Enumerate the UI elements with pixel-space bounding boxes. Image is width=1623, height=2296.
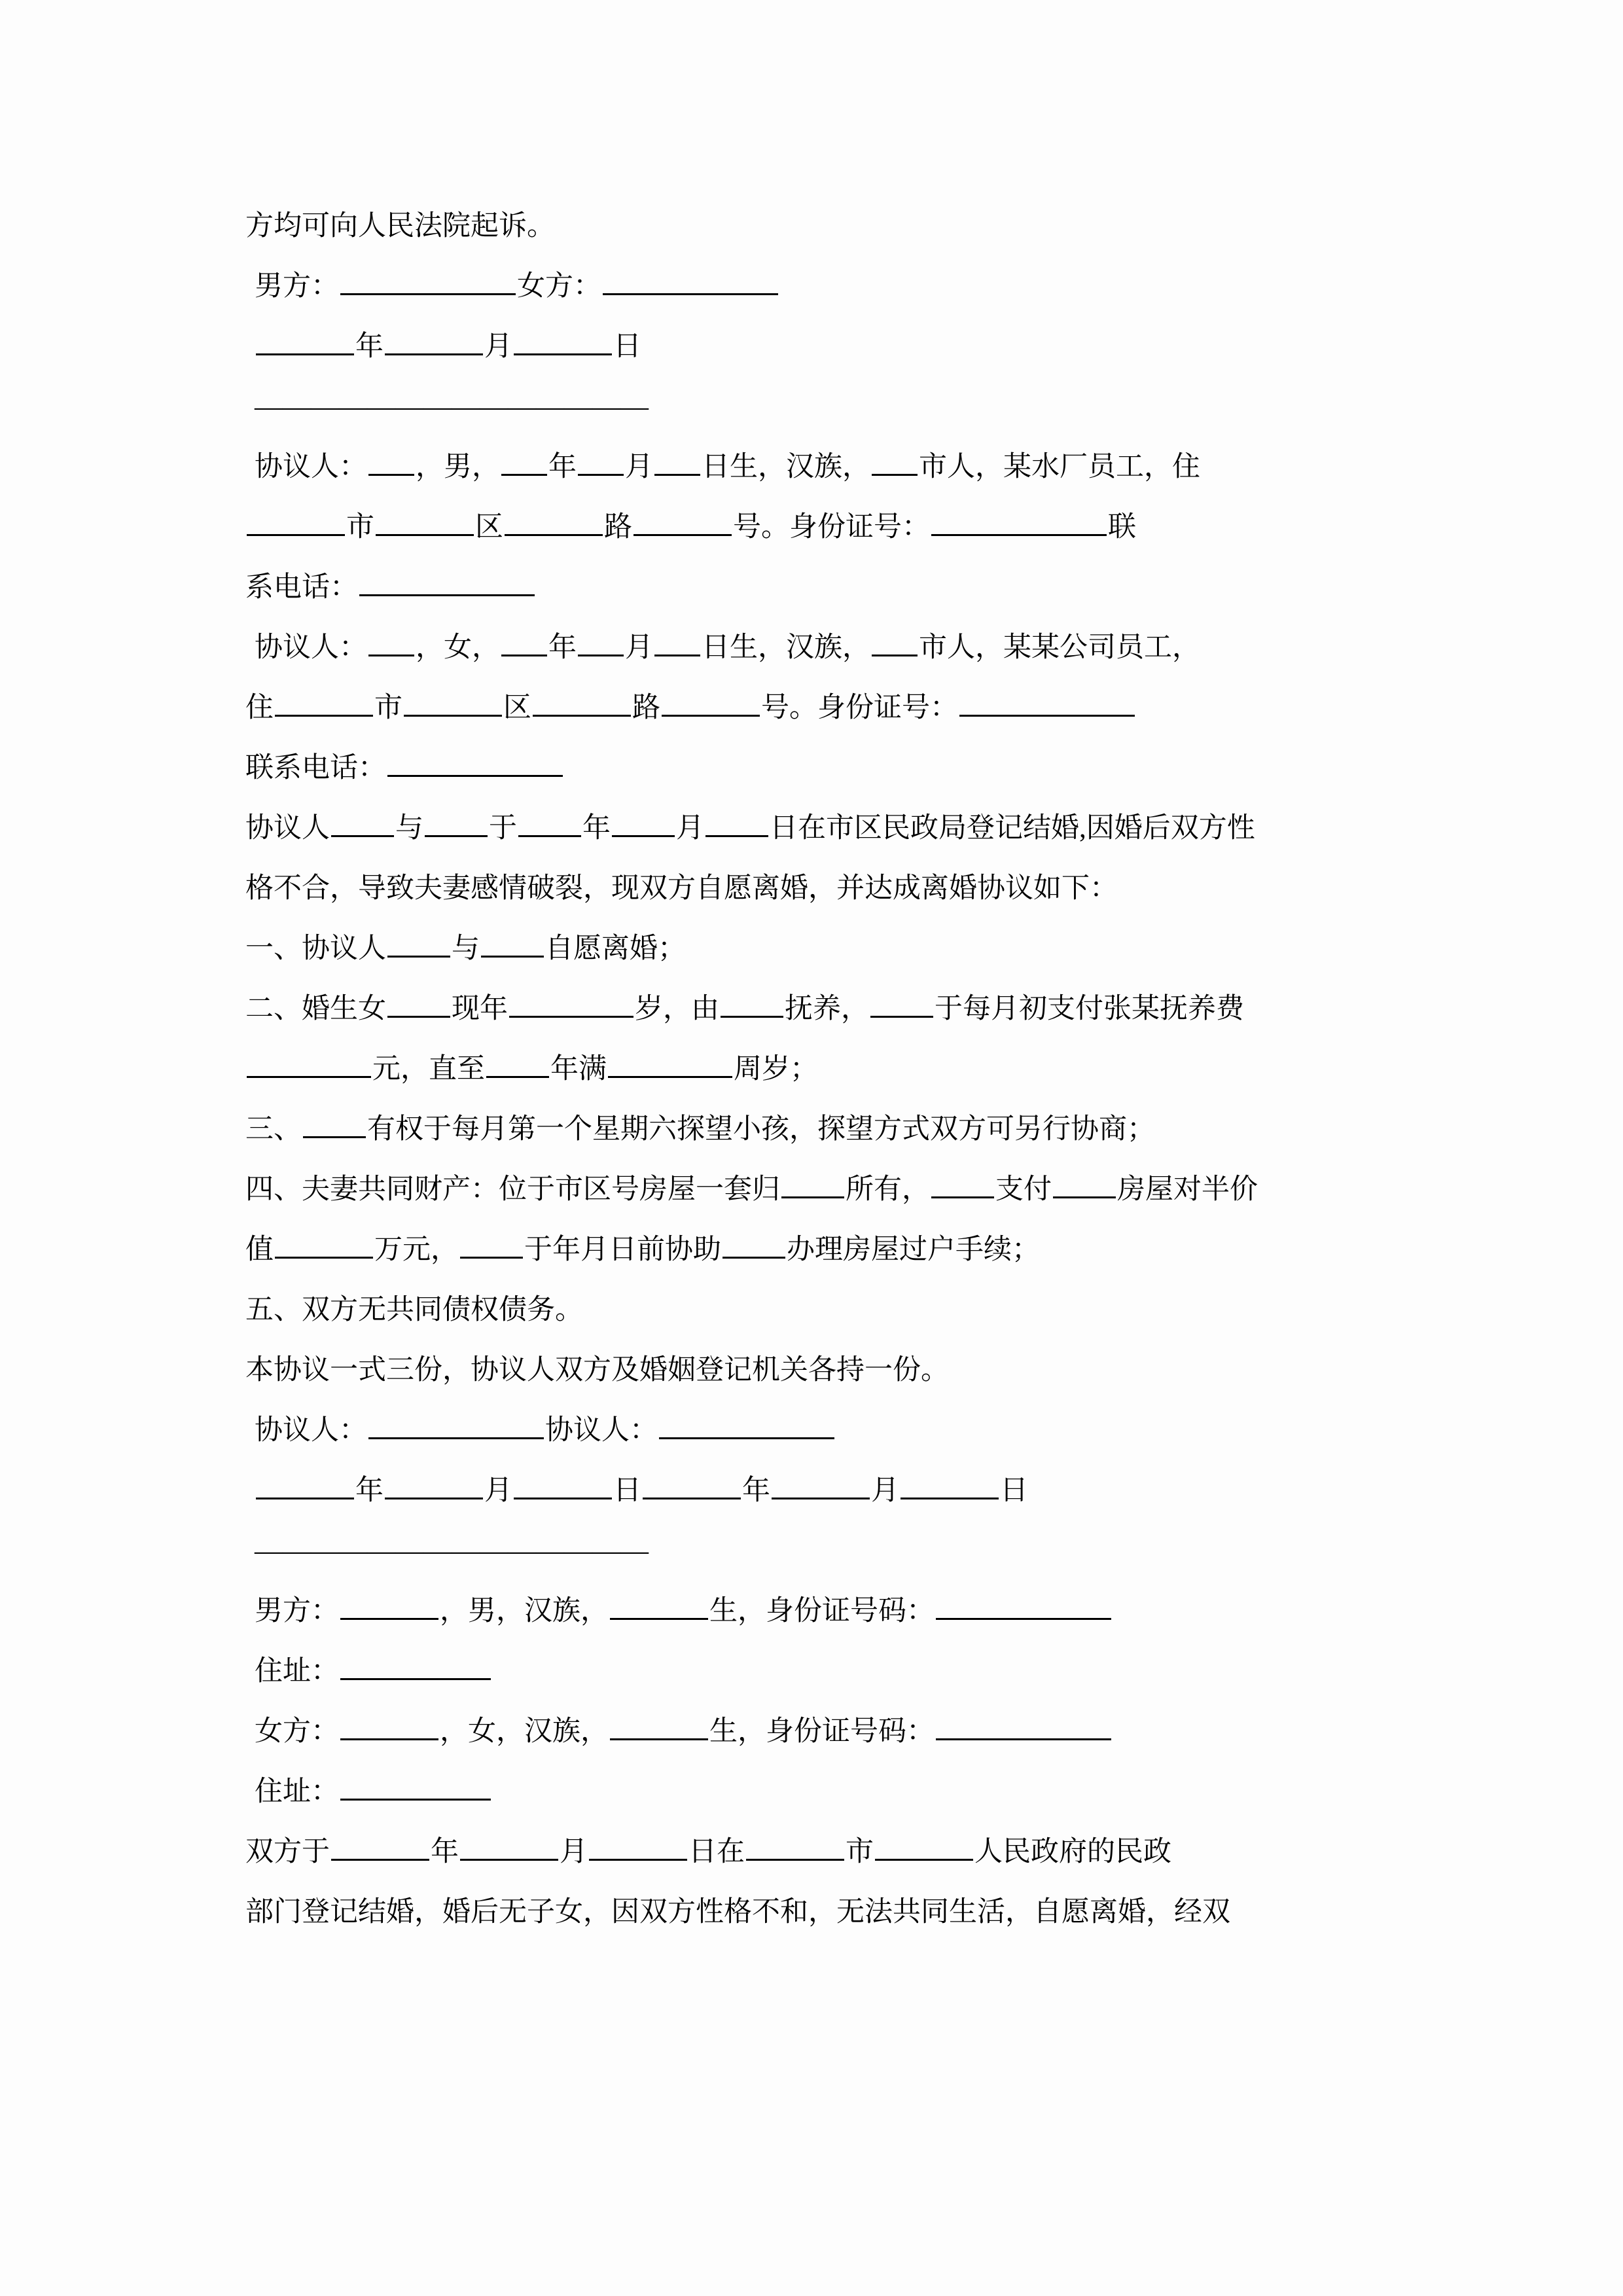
item4-payee-blank[interactable] bbox=[1053, 1166, 1116, 1198]
marriage-agreement-label: 协议人 bbox=[245, 813, 330, 844]
item2-age-blank[interactable] bbox=[509, 986, 633, 1018]
paragraph-male-info bbox=[245, 1581, 1381, 1641]
item4-end-label: 办理房屋过户手续； bbox=[787, 1234, 1040, 1265]
addr-road-label-b: 路 bbox=[632, 692, 660, 723]
marriage-year-blank[interactable] bbox=[518, 805, 581, 837]
item2-custody-blank[interactable] bbox=[721, 986, 783, 1018]
party-b-phone-blank[interactable] bbox=[387, 745, 563, 777]
marriage-year-label: 年 bbox=[582, 813, 611, 844]
party-b-year-label: 年 bbox=[548, 632, 577, 663]
female-birth-blank[interactable] bbox=[610, 1708, 708, 1740]
party-a-label: 协议人： bbox=[255, 452, 367, 482]
signer-label-a: 协议人： bbox=[255, 1415, 367, 1446]
marriage-month-blank[interactable] bbox=[612, 805, 675, 837]
party-b-addr-no-blank[interactable] bbox=[662, 685, 760, 717]
male-birth-blank[interactable] bbox=[610, 1588, 708, 1620]
party-a-born-text: 日生，汉族， bbox=[702, 452, 870, 482]
signer-a-blank[interactable] bbox=[368, 1407, 544, 1439]
signer-a-month-label: 月 bbox=[484, 1475, 512, 1506]
party-a-gender: ，男， bbox=[416, 452, 500, 482]
item3-prefix: 三、 bbox=[245, 1114, 302, 1145]
male-ethnicity-label: ，男，汉族， bbox=[440, 1596, 609, 1626]
item4-pay-label: 支付 bbox=[995, 1174, 1052, 1205]
clause-item-5 bbox=[245, 1280, 1381, 1340]
party-a-addr-road-blank[interactable] bbox=[505, 504, 603, 536]
both-gov-label: 人民政府的民政 bbox=[974, 1837, 1171, 1867]
item2-payer-blank[interactable] bbox=[870, 986, 933, 1018]
party-b-month-label: 月 bbox=[625, 632, 653, 663]
male-info-label: 男方： bbox=[255, 1596, 339, 1626]
male-id-blank[interactable] bbox=[936, 1588, 1111, 1620]
day-label: 日 bbox=[613, 331, 641, 362]
item5-text: 五、双方无共同债权债务。 bbox=[245, 1295, 583, 1325]
item2-prefix: 二、婚生女 bbox=[245, 994, 386, 1024]
addr-city-label: 市 bbox=[346, 512, 374, 543]
paragraph-male-address bbox=[245, 1641, 1381, 1702]
both-city-label: 市 bbox=[846, 1837, 874, 1867]
marriage-and-label: 与 bbox=[395, 813, 423, 844]
female-party-label: 女方： bbox=[517, 271, 601, 302]
item4-own-label: 所有， bbox=[846, 1174, 930, 1205]
both-day-blank[interactable] bbox=[589, 1829, 687, 1861]
party-a-addr-district-blank[interactable] bbox=[376, 504, 474, 536]
female-info-label: 女方： bbox=[255, 1716, 339, 1747]
item2-child-name-blank[interactable] bbox=[387, 986, 450, 1018]
party-b-city-blank[interactable] bbox=[872, 624, 918, 656]
signature-date-row bbox=[245, 317, 1381, 377]
party-a-addr-city-blank[interactable] bbox=[247, 504, 345, 536]
signer-label-b: 协议人： bbox=[545, 1415, 658, 1446]
party-a-birth-year-blank[interactable] bbox=[501, 444, 547, 476]
item1-and-label: 与 bbox=[452, 933, 480, 964]
both-year-blank[interactable] bbox=[331, 1829, 429, 1861]
item2-end-label: 周岁； bbox=[734, 1054, 818, 1085]
party-a-birth-day-blank[interactable] bbox=[654, 444, 700, 476]
paragraph-party-b-address bbox=[245, 678, 1381, 738]
both-city-blank[interactable] bbox=[746, 1829, 844, 1861]
item4-value-blank[interactable] bbox=[275, 1227, 373, 1259]
female-name-blank[interactable] bbox=[340, 1708, 438, 1740]
party-b-birth-year-blank[interactable] bbox=[501, 624, 547, 656]
female-id-label: 生，身份证号码： bbox=[709, 1716, 935, 1747]
paragraph-party-a-address bbox=[245, 497, 1381, 558]
party-b-id-blank[interactable] bbox=[959, 685, 1135, 717]
party-b-addr-district-blank[interactable] bbox=[404, 685, 502, 717]
party-a-birth-month-blank[interactable] bbox=[578, 444, 624, 476]
paragraph-party-b-phone bbox=[245, 738, 1381, 798]
item2-payment-text: 于每月初支付张某抚养费 bbox=[935, 994, 1244, 1024]
party-b-name-blank[interactable] bbox=[368, 624, 414, 656]
party-b-id-label: 号。身份证号： bbox=[761, 692, 958, 723]
party-b-born-text: 日生，汉族， bbox=[702, 632, 870, 663]
both-month-label: 月 bbox=[560, 1837, 588, 1867]
party-a-occupation: 市人，某水厂员工，住 bbox=[919, 452, 1200, 482]
female-ethnicity-label: ，女，汉族， bbox=[440, 1716, 609, 1747]
signer-b-day-blank[interactable] bbox=[901, 1467, 999, 1499]
marriage-breakdown-text: 格不合，导致夫妻感情破裂，现双方自愿离婚，并达成离婚协议如下： bbox=[245, 873, 1118, 904]
item1-party-b-blank[interactable] bbox=[481, 925, 544, 958]
copies-text: 本协议一式三份，协议人双方及婚姻登记机关各持一份。 bbox=[245, 1355, 949, 1386]
signer-a-year-label: 年 bbox=[355, 1475, 383, 1506]
party-b-birth-month-blank[interactable] bbox=[578, 624, 624, 656]
party-a-name-blank[interactable] bbox=[368, 444, 414, 476]
addr-road-label: 路 bbox=[604, 512, 632, 543]
clause-item-4 bbox=[245, 1160, 1381, 1220]
both-day-label: 日在 bbox=[688, 1837, 745, 1867]
paragraph-copies bbox=[245, 1340, 1381, 1401]
signer-a-day-label: 日 bbox=[613, 1475, 641, 1506]
signer-b-day-label: 日 bbox=[1000, 1475, 1028, 1506]
section-separator-1: —————————————— bbox=[255, 391, 649, 422]
clause-item-3 bbox=[245, 1100, 1381, 1160]
item4-owner-blank[interactable] bbox=[781, 1166, 844, 1198]
party-b-addr-road-blank[interactable] bbox=[533, 685, 631, 717]
signer-b-month-blank[interactable] bbox=[772, 1467, 870, 1499]
item4-value-label: 值 bbox=[245, 1234, 274, 1265]
marriage-party-a-blank[interactable] bbox=[331, 805, 394, 837]
clause-item-2-cont bbox=[245, 1039, 1381, 1100]
both-year-label: 年 bbox=[431, 1837, 459, 1867]
male-signature-blank[interactable] bbox=[340, 263, 516, 295]
final-text: 部门登记结婚，婚后无子女，因双方性格不和，无法共同生活，自愿离婚，经双 bbox=[245, 1897, 1230, 1928]
party-b-gender: ，女， bbox=[416, 632, 500, 663]
item4-prefix: 四、夫妻共同财产：位于市区号房屋一套归 bbox=[245, 1174, 780, 1205]
paragraph-marriage-breakdown bbox=[245, 859, 1381, 919]
addr-no-label: 号。身份证号： bbox=[733, 512, 930, 543]
item4-assist-label: 于年月日前协助 bbox=[524, 1234, 721, 1265]
signature-dates-row bbox=[245, 1461, 1381, 1521]
phone-tail-label: 联 bbox=[1108, 512, 1136, 543]
both-prefix-label: 双方于 bbox=[245, 1837, 330, 1867]
year-blank[interactable] bbox=[256, 323, 354, 355]
item2-years-label: 岁，由 bbox=[635, 994, 719, 1024]
paragraph-final bbox=[245, 1882, 1381, 1943]
clause-item-4-cont bbox=[245, 1220, 1381, 1280]
paragraph-party-a bbox=[245, 437, 1381, 497]
clause-item-1 bbox=[245, 919, 1381, 979]
item2-amount-blank[interactable] bbox=[247, 1046, 371, 1078]
male-address-blank[interactable] bbox=[340, 1648, 491, 1680]
party-b-addr-city-blank[interactable] bbox=[275, 685, 373, 717]
item2-until-blank[interactable] bbox=[486, 1046, 549, 1078]
item4-payer-blank[interactable] bbox=[931, 1166, 994, 1198]
marriage-month-label: 月 bbox=[676, 813, 704, 844]
party-a-city-blank[interactable] bbox=[872, 444, 918, 476]
item4-transferee-blank[interactable] bbox=[722, 1227, 785, 1259]
item2-until-age-blank[interactable] bbox=[608, 1046, 732, 1078]
clause-item-2 bbox=[245, 979, 1381, 1039]
party-a-addr-no-blank[interactable] bbox=[633, 504, 732, 536]
party-b-label: 协议人： bbox=[255, 632, 367, 663]
item2-until-label: 年满 bbox=[550, 1054, 607, 1085]
marriage-rest-text: 日在市区民政局登记结婚,因婚后双方性 bbox=[770, 813, 1255, 844]
closing-text: 方均可向人民法院起诉。 bbox=[245, 211, 555, 242]
day-blank[interactable] bbox=[514, 323, 612, 355]
both-gov-blank[interactable] bbox=[875, 1829, 973, 1861]
item2-yuan-label: 元，直至 bbox=[372, 1054, 485, 1085]
signer-a-day-blank[interactable] bbox=[514, 1467, 612, 1499]
signer-b-year-blank[interactable] bbox=[643, 1467, 741, 1499]
female-address-label: 住址： bbox=[255, 1776, 339, 1807]
party-b-live-label: 住 bbox=[245, 692, 274, 723]
signer-b-blank[interactable] bbox=[659, 1407, 834, 1439]
item2-age-label: 现年 bbox=[452, 994, 508, 1024]
paragraph-closing-line bbox=[245, 196, 1381, 257]
paragraph-party-a-phone bbox=[245, 558, 1381, 618]
male-address-label: 住址： bbox=[255, 1656, 339, 1687]
addr-district-label-b: 区 bbox=[503, 692, 531, 723]
paragraph-marriage-registration bbox=[245, 798, 1381, 859]
item1-party-a-blank[interactable] bbox=[387, 925, 450, 958]
item3-visitor-blank[interactable] bbox=[303, 1106, 366, 1138]
party-a-phone-label: 系电话： bbox=[245, 572, 358, 603]
male-id-label: 生，身份证号码： bbox=[709, 1596, 935, 1626]
month-blank[interactable] bbox=[385, 323, 483, 355]
paragraph-female-info bbox=[245, 1702, 1381, 1762]
marriage-day-blank[interactable] bbox=[705, 805, 768, 837]
section-separator-2: —————————————— bbox=[255, 1535, 649, 1566]
female-id-blank[interactable] bbox=[936, 1708, 1111, 1740]
female-signature-blank[interactable] bbox=[603, 263, 778, 295]
addr-district-label: 区 bbox=[475, 512, 503, 543]
item1-end-text: 自愿离婚； bbox=[545, 933, 686, 964]
party-a-year-label: 年 bbox=[548, 452, 577, 482]
party-b-phone-label: 联系电话： bbox=[245, 753, 386, 783]
item4-assist-party-blank[interactable] bbox=[460, 1227, 523, 1259]
item4-wanyuan-label: 万元， bbox=[374, 1234, 459, 1265]
male-party-label: 男方： bbox=[255, 271, 339, 302]
party-a-month-label: 月 bbox=[625, 452, 653, 482]
party-a-phone-blank[interactable] bbox=[359, 564, 535, 596]
signer-a-month-blank[interactable] bbox=[385, 1467, 483, 1499]
paragraph-both-registration bbox=[245, 1822, 1381, 1882]
addr-city-label-b: 市 bbox=[374, 692, 402, 723]
both-month-blank[interactable] bbox=[460, 1829, 558, 1861]
party-b-occupation: 市人，某某公司员工， bbox=[919, 632, 1200, 663]
party-a-id-blank[interactable] bbox=[931, 504, 1107, 536]
item2-custody-label: 抚养， bbox=[785, 994, 869, 1024]
paragraph-party-b bbox=[245, 618, 1381, 678]
signer-a-year-blank[interactable] bbox=[256, 1467, 354, 1499]
item1-prefix: 一、协议人 bbox=[245, 933, 386, 964]
signer-b-year-label: 年 bbox=[742, 1475, 770, 1506]
month-label: 月 bbox=[484, 331, 512, 362]
marriage-at-label: 于 bbox=[489, 813, 517, 844]
party-b-birth-day-blank[interactable] bbox=[654, 624, 700, 656]
marriage-party-b-blank[interactable] bbox=[425, 805, 488, 837]
female-address-blank[interactable] bbox=[340, 1768, 491, 1801]
signature-row-signers bbox=[245, 1401, 1381, 1461]
item4-half-value-label: 房屋对半价 bbox=[1117, 1174, 1258, 1205]
document-content bbox=[245, 196, 1381, 1943]
male-name-blank[interactable] bbox=[340, 1588, 438, 1620]
item3-text: 有权于每月第一个星期六探望小孩，探望方式双方可另行协商； bbox=[367, 1114, 1155, 1145]
year-label: 年 bbox=[355, 331, 383, 362]
signer-b-month-label: 月 bbox=[871, 1475, 899, 1506]
paragraph-female-address bbox=[245, 1762, 1381, 1822]
signature-row-male-female bbox=[245, 257, 1381, 317]
